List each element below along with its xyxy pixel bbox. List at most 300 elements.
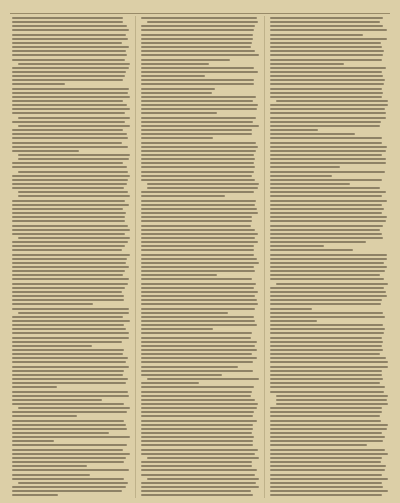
text-line xyxy=(12,42,122,44)
text-line xyxy=(141,386,254,388)
text-line xyxy=(270,17,383,19)
text-line xyxy=(12,67,129,69)
text-line xyxy=(270,270,385,272)
text-line xyxy=(12,428,127,430)
text-line xyxy=(141,320,255,322)
text-line xyxy=(12,486,126,488)
text-line xyxy=(270,424,388,426)
text-line xyxy=(270,83,384,85)
text-line xyxy=(12,374,123,376)
text-line xyxy=(12,386,57,388)
text-line xyxy=(270,179,382,181)
text-line xyxy=(141,92,212,94)
text-line xyxy=(147,457,259,459)
text-line xyxy=(270,154,382,156)
text-line xyxy=(270,386,385,388)
text-line xyxy=(270,21,380,23)
text-line xyxy=(141,469,257,471)
text-line xyxy=(147,478,259,480)
text-line xyxy=(18,482,128,484)
text-line xyxy=(276,395,388,397)
text-line xyxy=(12,337,129,339)
text-line xyxy=(141,104,258,106)
text-line xyxy=(276,283,388,285)
text-line xyxy=(270,469,385,471)
text-line xyxy=(12,233,125,235)
text-line xyxy=(141,432,252,434)
text-line xyxy=(270,312,383,314)
text-line xyxy=(12,395,129,397)
text-line xyxy=(12,316,123,318)
text-line xyxy=(18,158,129,160)
text-line xyxy=(12,46,129,48)
text-line xyxy=(12,420,124,422)
text-line xyxy=(270,187,380,189)
text-line xyxy=(18,237,130,239)
text-line xyxy=(12,320,130,322)
text-line xyxy=(270,133,355,135)
text-line xyxy=(12,391,128,393)
text-line xyxy=(270,29,387,31)
text-line xyxy=(141,303,258,305)
text-line xyxy=(12,83,65,85)
text-line xyxy=(270,46,382,48)
text-line xyxy=(12,29,129,31)
text-line xyxy=(270,237,383,239)
text-line xyxy=(18,195,130,197)
text-line xyxy=(276,403,388,405)
text-line xyxy=(270,453,388,455)
text-line xyxy=(270,274,380,276)
text-line xyxy=(141,474,255,476)
text-line xyxy=(141,411,254,413)
text-line xyxy=(12,453,130,455)
text-line xyxy=(141,233,258,235)
text-line xyxy=(141,249,254,251)
text-line xyxy=(270,370,382,372)
text-line xyxy=(12,187,124,189)
text-line xyxy=(141,158,255,160)
text-line xyxy=(12,162,123,164)
text-line xyxy=(12,283,128,285)
text-line xyxy=(141,108,257,110)
text-line xyxy=(141,96,256,98)
text-line xyxy=(18,191,128,193)
text-line xyxy=(270,494,382,496)
column-divider-2 xyxy=(264,16,265,498)
text-line xyxy=(270,391,384,393)
text-line xyxy=(270,357,386,359)
text-line xyxy=(270,200,387,202)
text-line xyxy=(270,482,382,484)
text-line xyxy=(141,353,252,355)
text-line xyxy=(18,407,130,409)
text-line xyxy=(270,262,384,264)
text-line xyxy=(12,249,122,251)
text-line xyxy=(141,287,254,289)
text-line xyxy=(141,146,258,148)
text-line xyxy=(270,432,382,434)
text-line xyxy=(12,287,125,289)
text-line xyxy=(270,121,381,123)
text-line xyxy=(141,38,253,40)
text-line xyxy=(141,171,254,173)
text-line xyxy=(141,142,256,144)
text-line xyxy=(12,175,130,177)
text-line xyxy=(276,399,387,401)
text-line xyxy=(12,54,127,56)
text-line xyxy=(141,29,254,31)
text-line xyxy=(12,142,122,144)
text-line xyxy=(141,83,254,85)
text-line xyxy=(12,96,130,98)
text-line xyxy=(270,457,382,459)
text-line xyxy=(141,274,217,276)
text-line xyxy=(141,316,254,318)
text-line xyxy=(141,208,257,210)
text-line xyxy=(141,133,252,135)
text-line xyxy=(12,270,125,272)
text-line xyxy=(270,258,387,260)
text-line xyxy=(147,183,259,185)
text-line xyxy=(12,258,127,260)
text-line xyxy=(141,449,258,451)
text-line xyxy=(270,374,382,376)
text-line xyxy=(12,469,129,471)
text-line xyxy=(12,353,123,355)
text-line xyxy=(270,407,382,409)
text-line xyxy=(141,403,258,405)
text-line xyxy=(12,179,128,181)
text-line xyxy=(141,308,255,310)
text-line xyxy=(270,25,383,27)
text-line xyxy=(270,117,386,119)
text-line xyxy=(141,237,255,239)
text-line xyxy=(270,266,387,268)
text-line xyxy=(270,137,382,139)
text-line xyxy=(141,461,252,463)
text-line xyxy=(270,474,382,476)
text-column-1 xyxy=(12,16,130,498)
text-line xyxy=(12,146,128,148)
text-line xyxy=(270,249,353,251)
text-line xyxy=(12,378,128,380)
text-line xyxy=(141,324,257,326)
text-line xyxy=(12,17,123,19)
text-line xyxy=(270,486,383,488)
text-line xyxy=(12,112,125,114)
text-line xyxy=(270,142,382,144)
text-line xyxy=(270,378,383,380)
text-line xyxy=(276,100,388,102)
text-line xyxy=(12,241,128,243)
text-line xyxy=(12,308,129,310)
text-line xyxy=(141,395,251,397)
text-line xyxy=(141,490,251,492)
text-line xyxy=(270,146,387,148)
text-line xyxy=(12,225,128,227)
text-line xyxy=(270,337,382,339)
text-line xyxy=(12,166,127,168)
text-line xyxy=(270,444,367,446)
text-line xyxy=(141,50,255,52)
text-line xyxy=(12,71,126,73)
text-line xyxy=(270,162,386,164)
text-line xyxy=(270,366,388,368)
text-line xyxy=(12,328,126,330)
text-line xyxy=(141,79,254,81)
text-line xyxy=(270,328,385,330)
text-line xyxy=(270,171,385,173)
text-line xyxy=(12,183,127,185)
text-line xyxy=(270,490,388,492)
text-line xyxy=(270,67,386,69)
text-line xyxy=(18,125,130,127)
text-line xyxy=(141,337,251,339)
text-line xyxy=(12,75,125,77)
text-line xyxy=(270,96,382,98)
text-line xyxy=(12,345,92,347)
text-line xyxy=(141,129,252,131)
text-line xyxy=(141,154,254,156)
text-line xyxy=(141,270,255,272)
text-line xyxy=(141,345,255,347)
text-line xyxy=(270,440,383,442)
text-line xyxy=(18,154,130,156)
text-line xyxy=(270,175,332,177)
text-line xyxy=(12,262,126,264)
text-line xyxy=(141,366,238,368)
text-line xyxy=(141,465,252,467)
text-line xyxy=(270,291,386,293)
text-line xyxy=(141,399,255,401)
text-line xyxy=(12,266,129,268)
text-line xyxy=(12,100,123,102)
text-line xyxy=(141,175,252,177)
text-line xyxy=(141,428,253,430)
text-line xyxy=(270,420,381,422)
text-line xyxy=(270,349,383,351)
text-line xyxy=(12,478,124,480)
text-line xyxy=(141,100,253,102)
text-line xyxy=(270,295,387,297)
text-line xyxy=(141,254,254,256)
text-line xyxy=(270,54,383,56)
text-line xyxy=(141,17,257,19)
text-line xyxy=(12,38,128,40)
text-line xyxy=(12,341,122,343)
text-line xyxy=(12,108,130,110)
text-line xyxy=(270,225,383,227)
text-line xyxy=(270,195,382,197)
text-line xyxy=(12,295,124,297)
text-line xyxy=(270,204,382,206)
text-line xyxy=(12,25,127,27)
text-line xyxy=(141,262,259,264)
text-line xyxy=(270,382,380,384)
text-line xyxy=(141,150,256,152)
text-line xyxy=(141,212,258,214)
text-line xyxy=(18,171,128,173)
text-line xyxy=(141,229,255,231)
text-line xyxy=(12,92,128,94)
text-line xyxy=(12,357,128,359)
text-line xyxy=(141,220,252,222)
text-line xyxy=(270,287,384,289)
text-line xyxy=(141,25,255,27)
text-line xyxy=(141,328,213,330)
text-line xyxy=(12,104,127,106)
text-line xyxy=(270,411,382,413)
text-line xyxy=(270,71,382,73)
text-line xyxy=(141,75,205,77)
text-line xyxy=(270,308,312,310)
text-line xyxy=(141,312,228,314)
text-line xyxy=(141,295,255,297)
text-line xyxy=(141,67,254,69)
text-line xyxy=(141,162,254,164)
text-line xyxy=(270,75,383,77)
header-rule xyxy=(10,13,390,14)
text-line xyxy=(270,345,382,347)
text-line xyxy=(270,42,381,44)
text-line xyxy=(12,303,93,305)
text-line xyxy=(141,54,259,56)
text-line xyxy=(12,399,102,401)
text-line xyxy=(141,444,253,446)
text-line xyxy=(12,245,125,247)
text-line xyxy=(141,420,257,422)
text-line xyxy=(12,216,125,218)
text-line xyxy=(12,382,126,384)
text-line xyxy=(12,79,123,81)
text-line xyxy=(12,204,129,206)
text-line xyxy=(270,241,366,243)
text-line xyxy=(12,274,123,276)
text-line xyxy=(12,34,126,36)
text-line xyxy=(270,166,340,168)
text-line xyxy=(270,341,383,343)
text-line xyxy=(12,436,130,438)
text-line xyxy=(12,424,126,426)
text-line xyxy=(270,79,385,81)
text-line xyxy=(141,415,253,417)
text-line xyxy=(12,208,123,210)
text-line xyxy=(12,133,127,135)
text-line xyxy=(270,332,384,334)
text-line xyxy=(12,21,123,23)
text-line xyxy=(12,490,122,492)
text-line xyxy=(270,461,381,463)
text-line xyxy=(12,370,124,372)
text-column-2 xyxy=(141,16,259,498)
text-line xyxy=(270,220,386,222)
text-line xyxy=(12,461,124,463)
text-line xyxy=(270,104,388,106)
text-line xyxy=(270,191,386,193)
text-line xyxy=(141,382,199,384)
text-line xyxy=(141,361,253,363)
text-line xyxy=(270,208,384,210)
text-line xyxy=(12,150,79,152)
text-line xyxy=(270,320,317,322)
text-line xyxy=(12,361,126,363)
text-line xyxy=(141,258,257,260)
text-line xyxy=(12,474,90,476)
text-line xyxy=(12,411,127,413)
text-line xyxy=(141,245,254,247)
text-line xyxy=(141,195,225,197)
text-line xyxy=(270,183,350,185)
text-line xyxy=(141,46,251,48)
text-line xyxy=(141,391,252,393)
text-line xyxy=(141,59,230,61)
text-line xyxy=(12,220,125,222)
text-line xyxy=(12,88,129,90)
text-line xyxy=(270,415,380,417)
text-line xyxy=(141,341,257,343)
text-line xyxy=(141,191,254,193)
text-line xyxy=(12,440,54,442)
text-line xyxy=(12,129,123,131)
text-line xyxy=(12,229,130,231)
text-line xyxy=(141,125,259,127)
text-line xyxy=(12,212,126,214)
text-line xyxy=(141,370,253,372)
text-line xyxy=(270,436,385,438)
text-line xyxy=(12,444,127,446)
text-line xyxy=(12,366,129,368)
text-line xyxy=(270,478,388,480)
column-divider-1 xyxy=(135,16,136,498)
text-line xyxy=(270,125,380,127)
text-line xyxy=(12,254,130,256)
text-line xyxy=(270,254,387,256)
text-line xyxy=(147,21,258,23)
text-line xyxy=(141,291,258,293)
text-line xyxy=(141,34,253,36)
text-line xyxy=(270,233,382,235)
text-line xyxy=(270,50,384,52)
text-line xyxy=(141,278,252,280)
text-line xyxy=(141,453,255,455)
text-line xyxy=(141,374,222,376)
text-line xyxy=(141,137,213,139)
text-line xyxy=(141,117,256,119)
text-line xyxy=(12,465,87,467)
text-line xyxy=(141,88,215,90)
text-line xyxy=(141,283,256,285)
text-line xyxy=(270,112,386,114)
text-line xyxy=(12,291,122,293)
text-line xyxy=(270,428,387,430)
text-line xyxy=(141,349,257,351)
text-line xyxy=(12,332,129,334)
text-line xyxy=(141,424,253,426)
text-line xyxy=(270,59,382,61)
text-line xyxy=(270,245,324,247)
text-line xyxy=(141,71,258,73)
text-line xyxy=(270,299,382,301)
text-line xyxy=(141,332,252,334)
text-line xyxy=(147,187,258,189)
text-line xyxy=(141,241,258,243)
text-line xyxy=(270,229,380,231)
text-line xyxy=(270,353,380,355)
text-line xyxy=(141,486,259,488)
text-line xyxy=(141,494,253,496)
text-line xyxy=(12,403,124,405)
